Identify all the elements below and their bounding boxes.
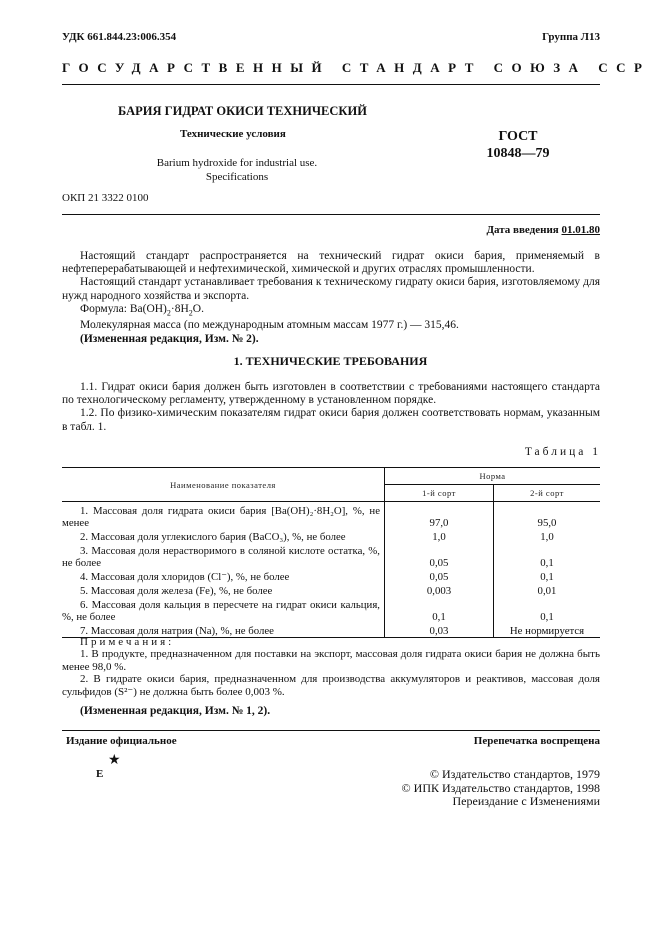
table-row bbox=[62, 502, 600, 530]
english-title-line1: Barium hydroxide for industrial use. bbox=[156, 157, 318, 169]
group-code: Группа Л13 bbox=[542, 31, 600, 43]
indicator-name: 6. Массовая доля кальция в пересчете на гидрат окиси кальция, %, не более bbox=[62, 597, 385, 623]
table-row bbox=[62, 543, 600, 569]
intro-paragraph-2: Настоящий стандарт устанавливает требования к техническому гидрату окиси бария, изготовляемому для нужд народного хозяйства и экспорта. bbox=[62, 276, 600, 302]
table-row bbox=[62, 529, 600, 543]
state-standard-banner: ГОСУДАРСТВЕННЫЙ СТАНДАРТ СОЮЗА ССР bbox=[62, 60, 651, 75]
grade1-value: 1,0 bbox=[385, 529, 494, 543]
grade2-value: 95,0 bbox=[537, 517, 557, 529]
grade1-value: 0,003 bbox=[385, 583, 494, 597]
table-notes bbox=[62, 636, 600, 698]
document-title: БАРИЯ ГИДРАТ ОКИСИ ТЕХНИЧЕСКИЙ bbox=[118, 104, 367, 118]
formula-line: Формула: $Ba(OH)_2\cdot 8H_2O$. bbox=[80, 302, 204, 318]
grade2-value: 0,1 bbox=[540, 571, 554, 583]
indicator-name: 1. Массовая доля гидрата окиси бария [Ba(OH)₂·8H₂O], %, не менее bbox=[62, 502, 385, 530]
edition-letter: E bbox=[96, 768, 104, 780]
document-subtitle: Технические условия bbox=[180, 128, 286, 140]
table-row bbox=[62, 569, 600, 583]
col-name-header: Наименование показателя bbox=[62, 468, 385, 502]
table-caption: Таблица 1 bbox=[524, 446, 601, 458]
indicator-name: 2. Массовая доля углекислого бария (BaCO₃), %, не более bbox=[62, 529, 385, 543]
clause-1-2: 1.2. По физико-химическим показателям гидрат окиси бария должен соответствовать нормам, указанным в табл. 1. bbox=[62, 407, 600, 433]
intro-amendment: (Измененная редакция, Изм. № 2). bbox=[80, 332, 259, 345]
grade1-value: 0,05 bbox=[385, 569, 494, 583]
table-row bbox=[62, 583, 600, 597]
col-norm-header: Норма bbox=[385, 468, 601, 485]
section-1-title: 1. ТЕХНИЧЕСКИЕ ТРЕБОВАНИЯ bbox=[233, 354, 428, 368]
grade1-value: 97,0 bbox=[385, 502, 494, 530]
col-grade1-header: 1-й сорт bbox=[385, 485, 494, 502]
reprint-prohibited: Перепечатка воспрещена bbox=[473, 735, 600, 747]
copyright-1979: © Издательство стандартов, 1979 bbox=[429, 767, 600, 781]
english-title bbox=[134, 156, 340, 184]
molecular-mass: Молекулярная масса (по международным атомным массам 1977 г.) — 315,46. bbox=[80, 319, 459, 332]
english-title-line2: Specifications bbox=[205, 171, 269, 183]
table-row bbox=[62, 597, 600, 623]
col-grade2-header: 2-й сорт bbox=[530, 488, 564, 498]
intro-text bbox=[62, 250, 600, 346]
grade2-value: 0,01 bbox=[537, 585, 557, 597]
indicator-name: 4. Массовая доля хлоридов (Cl⁻), %, не более bbox=[62, 569, 385, 583]
star-icon: ★ bbox=[108, 753, 121, 768]
grade2-value: Не нормируется bbox=[509, 625, 585, 637]
official-edition: Издание официальное bbox=[66, 735, 177, 747]
section-1-text bbox=[62, 381, 600, 434]
gost-designation bbox=[470, 128, 566, 162]
intro-date-value: 01.01.80 bbox=[561, 224, 600, 236]
copyright-1998: © ИПК Издательство стандартов, 1998 bbox=[401, 780, 600, 795]
okp-code: ОКП 21 3322 0100 bbox=[62, 192, 149, 204]
intro-date-label: Дата введения bbox=[486, 224, 559, 236]
grade1-value: 0,05 bbox=[385, 543, 494, 569]
indicator-name: 5. Массовая доля железа (Fe), %, не более bbox=[62, 583, 385, 597]
grade1-value: 0,03 bbox=[385, 623, 494, 638]
note-1: 1. В продукте, предназначенном для поставки на экспорт, массовая доля гидрата окиси бария не должна быть менее 98,0 %. bbox=[62, 648, 600, 673]
footer-rule bbox=[62, 730, 600, 731]
requirements-table bbox=[62, 467, 600, 638]
notes-heading: Примечания: bbox=[80, 636, 175, 648]
intro-paragraph-1: Настоящий стандарт распространяется на технический гидрат окиси бария, применяемый в нефтеперерабатывающей и нефтехимической, химической и других отраслях промышленности. bbox=[62, 250, 600, 276]
intro-date bbox=[486, 224, 600, 236]
grade2-value: 0,1 bbox=[540, 557, 554, 569]
indicator-name: 7. Массовая доля натрия (Na), %, не более bbox=[62, 623, 385, 638]
gost-number: 10848—79 bbox=[486, 146, 550, 161]
indicator-name: 3. Массовая доля нерастворимого в соляной кислоте остатка, %, не более bbox=[62, 543, 385, 569]
grade1-value: 0,1 bbox=[385, 597, 494, 623]
gost-label: ГОСТ bbox=[498, 129, 538, 144]
clause-1-1: 1.1. Гидрат окиси бария должен быть изготовлен в соответствии с требованиями настоящего стандарта по технологическому регламенту, утвержденному в установленном порядке. bbox=[62, 381, 600, 407]
reissue-note: Переиздание с Изменениями bbox=[452, 794, 600, 808]
notes-amendment: (Измененная редакция, Изм. № 1, 2). bbox=[80, 705, 271, 717]
banner-rule bbox=[62, 84, 600, 85]
note-2: 2. В гидрате окиси бария, предназначенном для производства аккумуляторов и реактивов, массовая доля сульфидов (S²⁻) не должна быть более 0,003 %. bbox=[62, 673, 600, 698]
grade2-value: 0,1 bbox=[540, 611, 554, 623]
grade2-value: 1,0 bbox=[540, 531, 554, 543]
title-rule bbox=[62, 214, 600, 215]
copyright-block bbox=[402, 768, 600, 809]
udk-code: УДК 661.844.23:006.354 bbox=[62, 31, 177, 43]
